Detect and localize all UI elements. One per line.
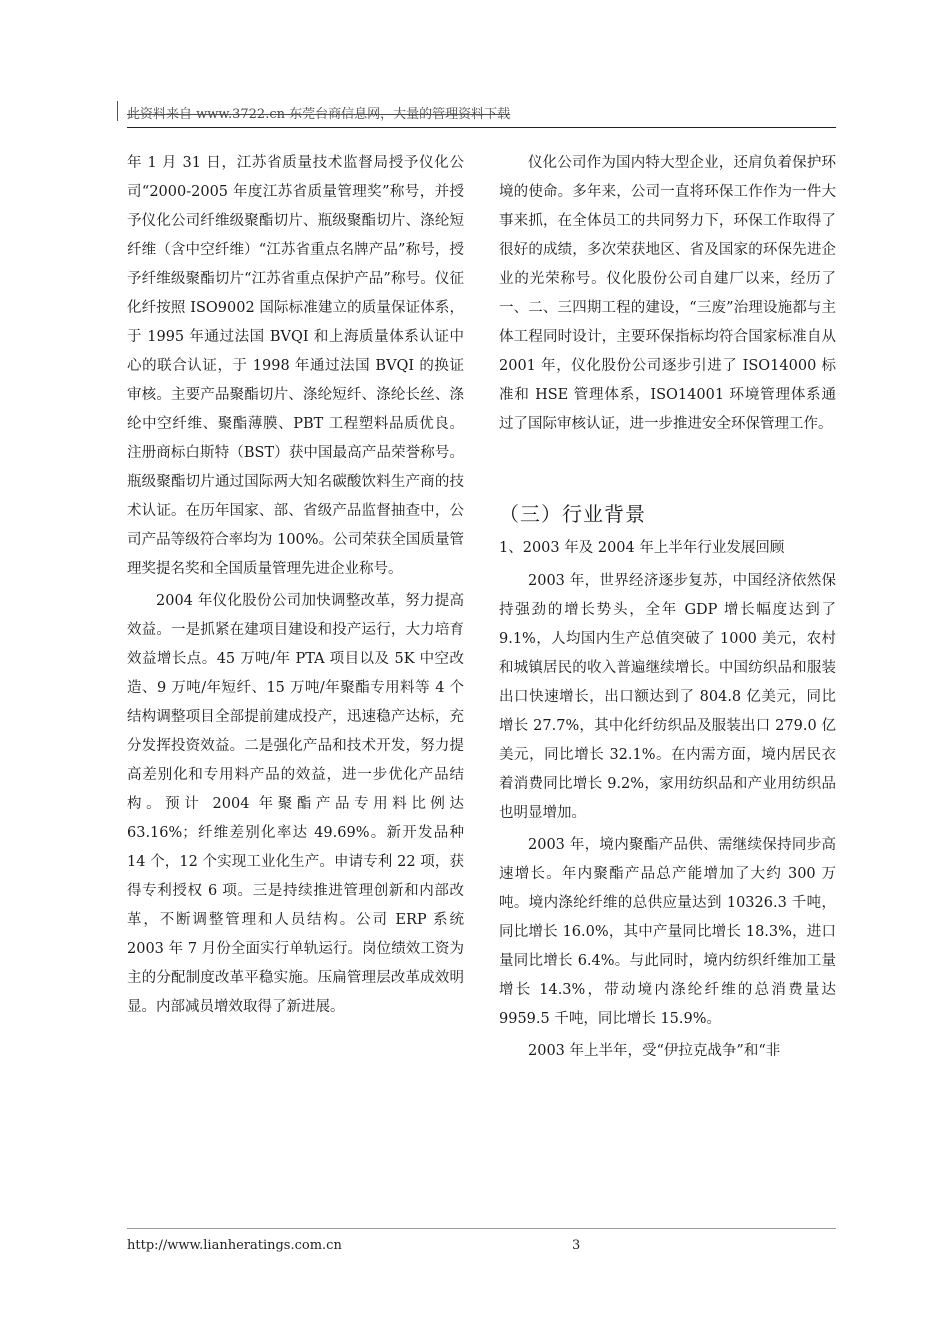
header-divider-tick <box>117 101 118 121</box>
footer-url[interactable]: http://www.lianheratings.com.cn <box>127 1238 342 1253</box>
right-column <box>499 149 836 1066</box>
right-paragraph-environment: 仪化公司作为国内特大型企业，还肩负着保护环境的使命。多年来，公司一直将环保工作作为一件大事来抓，在全体员工的共同努力下，环保工作取得了很好的成绩，多次荣获地区、省及国家的环保先进企业的光荣称号。仪化股份公司自建厂以来，经历了一、二、三四期工程的建设，“三废”治理设施都与主体工程同时设计，主要环保指标均符合国家标准自从 2001 年，仪化股份公司逐步引进了 ISO14000 标准和 HSE 管理体系，ISO14001 环境管理体系通过了国际审核认证，进一步推进安全环保管理工作。 <box>499 155 836 432</box>
page-number: 3 <box>572 1238 581 1253</box>
left-column <box>127 149 464 1022</box>
left-paragraph-2: 2004 年仪化股份公司加快调整改革，努力提高效益。一是抓紧在建项目建设和投产运行，大力培育效益增长点。45 万吨/年 PTA 项目以及 5K 中空改造、9 万吨/年短纤、15 万吨/年聚酯专用料等 4 个结构调整项目全部提前建成投产，迅速稳产达标，充分发挥投资效益。二是强化产品和技术开发，努力提高差别化和专用料产品的效益，进一步优化产品结构。预计 2004 年聚酯产品专用料比例达 63.16%；纤维差别化率达 49.69%。新开发品种 14 个，12 个实现工业化生产。申请专利 22 项，获得专利授权 6 项。三是持续推进管理创新和内部改革，不断调整管理和人员结构。公司 ERP 系统 2003 年 7 月份全面实行单轨运行。岗位绩效工资为主的分配制度改革平稳实施。压扁管理层改革成效明显。内部减员增效取得了新进展。 <box>127 593 464 1015</box>
right-paragraph-economy: 2003 年，世界经济逐步复苏，中国经济依然保持强劲的增长势头，全年 GDP 增长幅度达到了 9.1%，人均国内生产总值突破了 1000 美元，农村和城镇居民的收入普遍继续增长。中国纺织品和服装出口快速增长，出口额达到了 804.8 亿美元，同比增长 27.7%，其中化纤纺织品及服装出口 279.0 亿美元，同比增长 32.1%。在内需方面，境内居民衣着消费同比增长 9.2%，家用纺织品和产业用纺织品也明显增加。 <box>499 573 836 821</box>
right-paragraph-polyester: 2003 年，境内聚酯产品供、需继续保持同步高速增长。年内聚酯产品总产能增加了大约 300 万吨。境内涤纶纤维的总供应量达到 10326.3 千吨，同比增长 16.0%，其中产量同比增长 18.3%，进口量同比增长 6.4%。与此同时，境内纺织纤维加工量增长 14.3%，带动境内涤纶纤维的总消费量达 9959.5 千吨，同比增长 15.9%。 <box>499 837 836 1027</box>
right-paragraph-first-half: 2003 年上半年，受“伊拉克战争”和“非 <box>528 1043 781 1059</box>
header-source-link[interactable]: 此资料来自 www.3722.cn 东莞台商信息网，大量的管理资料下载 <box>127 107 511 122</box>
section-heading-industry-background: （三）行业背景 <box>499 502 646 526</box>
footer-rule <box>127 1228 836 1229</box>
header-rule <box>127 127 836 128</box>
subheading-review: 1、2003 年及 2004 年上半年行业发展回顾 <box>499 540 785 556</box>
left-paragraph-1: 年 1 月 31 日，江苏省质量技术监督局授予仪化公司“2000-2005 年度江苏省质量管理奖”称号，并授予仪化公司纤维级聚酯切片、瓶级聚酯切片、涤纶短纤维（含中空纤维）“江苏省重点名牌产品”称号，授予纤维级聚酯切片“江苏省重点保护产品”称号。仪征化纤按照 ISO9002 国际标准建立的质量保证体系，于 1995 年通过法国 BVQI 和上海质量体系认证中心的联合认证，于 1998 年通过法国 BVQI 的换证审核。主要产品聚酯切片、涤纶短纤、涤纶长丝、涤纶中空纤维、聚酯薄膜、PBT 工程塑料品质优良。注册商标白斯特（BST）获中国最高产品荣誉称号。瓶级聚酯切片通过国际两大知名碳酸饮料生产商的技术认证。在历年国家、部、省级产品监督抽查中，公司产品等级符合率均为 100%。公司荣获全国质量管理奖提名奖和全国质量管理先进企业称号。 <box>127 155 464 577</box>
